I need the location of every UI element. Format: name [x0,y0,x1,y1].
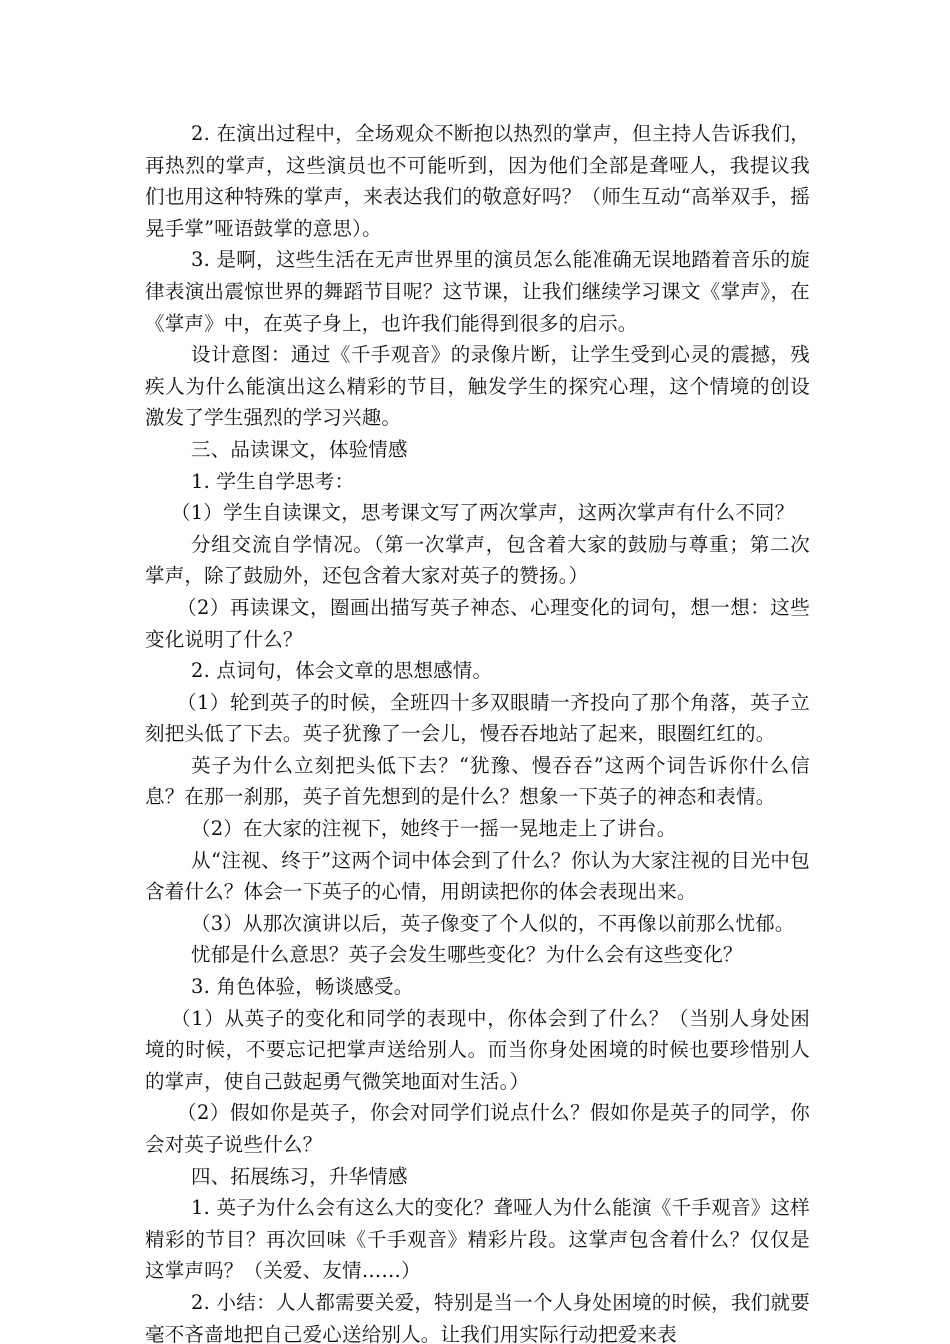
document-body [145,118,810,1344]
paragraph-key-phrases: 2. 点词句，体会文章的思想感情。 [191,659,493,683]
paragraph-quote-2: （2）在大家的注视下，她终于一摇一晃地走上了讲台。 [191,817,677,841]
paragraph-role-question-1: （1）从英子的变化和同学的表现中，你体会到了什么？（当别人身处困境的时候，不要忘记把掌声送给别人。而当你身处困境的时候也要珍惜别人的掌声，使自己鼓起勇气微笑地面对生活。） [145,1006,810,1093]
paragraph-silent-world: 3. 是啊，这些生活在无声世界里的演员怎么能准确无误地踏着音乐的旋律表演出震惊世界的舞蹈节目呢？这节课，让我们继续学习课文《掌声》，在《掌声》中，在英子身上，也许我们能得到很多的启示。 [145,248,810,335]
paragraph-summary: 2. 小结：人人都需要关爱，特别是当一个人身处困境的时候，我们就要毫不吝啬地把自己爱心送给别人。让我们用实际行动把爱来表 [145,1290,810,1344]
paragraph-performance-applause: 2. 在演出过程中，全场观众不断抱以热烈的掌声，但主持人告诉我们，再热烈的掌声，这些演员也不可能听到，因为他们全部是聋哑人，我提议我们也用这种特殊的掌声，来表达我们的敬意好吗？（师生互动“高举双手，摇晃手掌”哑语鼓掌的意思）。 [145,122,810,240]
section-heading-3: 三、品读课文，体验情感 [191,437,408,461]
paragraph-group-exchange: 分组交流自学情况。（第一次掌声，包含着大家的鼓励与尊重；第二次掌声，除了鼓励外，还包含着大家对英子的赞扬。） [145,532,810,588]
section-heading-4: 四、拓展练习，升华情感 [191,1164,408,1188]
paragraph-discussion-2: 从“注视、终于”这两个词中体会到了什么？你认为大家注视的目光中包含着什么？体会一下英子的心情，用朗读把你的体会表现出来。 [145,848,810,904]
paragraph-question-1: （1）学生自读课文，思考课文写了两次掌声，这两次掌声有什么不同？ [171,501,795,525]
paragraph-discussion-1: 英子为什么立刻把头低下去？“犹豫、慢吞吞”这两个词告诉你什么信息？在那一刹那，英子首先想到的是什么？想象一下英子的神态和表情。 [145,753,810,809]
paragraph-quote-3: （3）从那次演讲以后，英子像变了个人似的，不再像以前那么忧郁。 [191,911,795,935]
paragraph-question-2: （2）再读课文，圈画出描写英子神态、心理变化的词句，想一想：这些变化说明了什么？ [145,595,810,651]
paragraph-extension-1: 1. 英子为什么会有这么大的变化？聋哑人为什么能演《千手观音》这样精彩的节目？再次回味《千手观音》精彩片段。这掌声包含着什么？仅仅是这掌声吗？（关爱、友情……） [145,1196,810,1283]
paragraph-self-study: 1. 学生自学思考： [191,469,355,493]
paragraph-quote-1: （1）轮到英子的时候，全班四十多双眼睛一齐投向了那个角落，英子立刻把头低了下去。英子犹豫了一会儿，慢吞吞地站了起来，眼圈红红的。 [145,690,810,746]
paragraph-discussion-3: 忧郁是什么意思？英子会发生哪些变化？为什么会有这些变化？ [191,943,743,967]
paragraph-role-experience: 3. 角色体验，畅谈感受。 [191,975,414,999]
paragraph-role-question-2: （2）假如你是英子，你会对同学们说点什么？假如你是英子的同学，你会对英子说些什么？ [145,1101,810,1156]
paragraph-design-intent: 设计意图：通过《千手观音》的录像片断，让学生受到心灵的震撼，残疾人为什么能演出这么精彩的节目，触发学生的探究心理，这个情境的创设激发了学生强烈的学习兴趣。 [145,343,810,430]
